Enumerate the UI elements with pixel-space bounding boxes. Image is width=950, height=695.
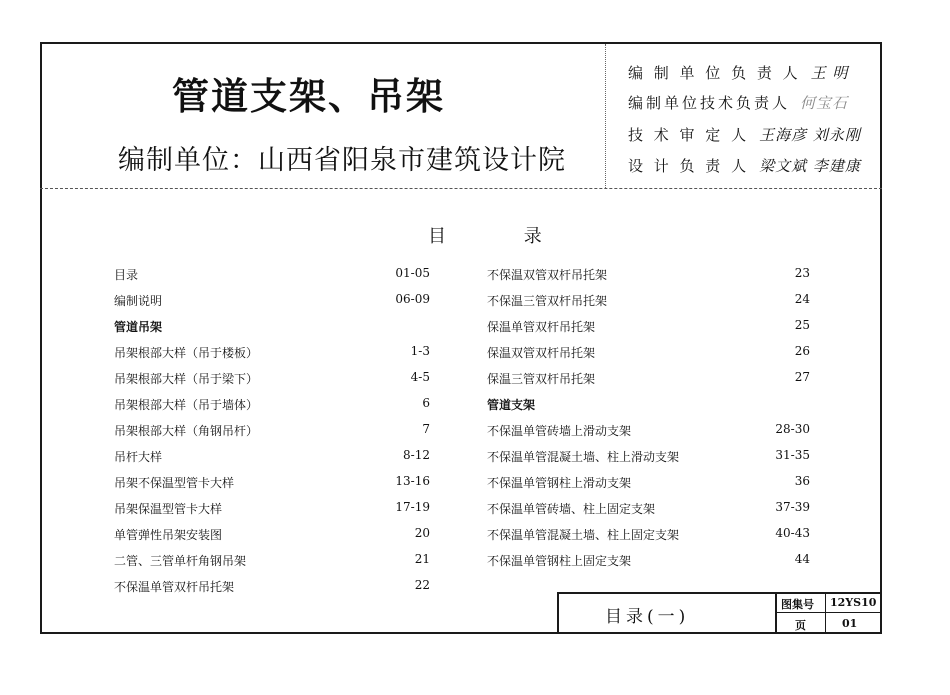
- toc-entry-pages: 13-16: [395, 474, 430, 488]
- title-block-divider: [825, 592, 826, 634]
- atlas-label: 图集号: [781, 598, 814, 611]
- toc-entry-label: 吊杆大样: [114, 450, 163, 464]
- signature: 王 明: [810, 64, 849, 82]
- toc-entry-pages: 01-05: [395, 266, 430, 280]
- toc-entry-label: 吊架根部大样（角钢吊杆）: [114, 424, 259, 438]
- toc-entry-label: 不保温单管混凝土墙、柱上固定支架: [487, 528, 680, 542]
- toc-entry-pages: 06-09: [395, 292, 430, 306]
- responsibility-row: [628, 92, 848, 113]
- toc-entry-label: 二管、三管单杆角钢吊架: [114, 554, 247, 568]
- toc-entry-label: 目录: [114, 268, 139, 282]
- toc-entry-pages: 26: [794, 344, 810, 358]
- toc-entry-label: 吊架根部大样（吊于梁下）: [114, 372, 259, 386]
- toc-heading: 目 录: [428, 226, 578, 247]
- responsibility-row: [628, 155, 861, 176]
- toc-entry-label: 保温双管双杆吊托架: [487, 346, 596, 360]
- toc-entry-pages: 1-3: [410, 344, 430, 358]
- atlas-number: 12YS10: [830, 596, 877, 609]
- atlas-title: 管道支架、吊架: [172, 75, 445, 118]
- toc-entry-label: 吊架保温型管卡大样: [114, 502, 223, 516]
- toc-entry-pages: 6: [422, 396, 430, 410]
- toc-entry-pages: 24: [794, 292, 810, 306]
- responsibility-row: [628, 62, 848, 83]
- compiling-unit: 编制单位：山西省阳泉市建筑设计院: [118, 145, 566, 176]
- toc-entry-pages: 21: [414, 552, 430, 566]
- toc-entry-pages: 37-39: [775, 500, 810, 514]
- responsibility-row: [628, 124, 861, 145]
- toc-entry-label: 保温单管双杆吊托架: [487, 320, 596, 334]
- toc-entry-label: 保温三管双杆吊托架: [487, 372, 596, 386]
- toc-entry-pages: 40-43: [775, 526, 810, 540]
- header-divider: [40, 188, 882, 189]
- title-block-divider: [775, 592, 777, 634]
- toc-entry-label: 吊架不保温型管卡大样: [114, 476, 235, 490]
- page-label: 页: [795, 619, 806, 632]
- toc-entry-pages: 36: [794, 474, 810, 488]
- toc-entry-label: 不保温三管双杆吊托架: [487, 294, 608, 308]
- toc-entry-label: 不保温单管钢柱上滑动支架: [487, 476, 632, 490]
- toc-entry-pages: 7: [422, 422, 430, 436]
- toc-entry-pages: 28-30: [775, 422, 810, 436]
- toc-entry-label: 吊架根部大样（吊于楼板）: [114, 346, 259, 360]
- toc-entry-label: 不保温单管钢柱上固定支架: [487, 554, 632, 568]
- toc-entry-pages: 17-19: [395, 500, 430, 514]
- toc-entry-label: 单管弹性吊架安装图: [114, 528, 223, 542]
- toc-entry-label: 管道支架: [487, 398, 536, 412]
- toc-entry-pages: 22: [414, 578, 430, 592]
- signature: 王海彦 刘永刚: [759, 126, 861, 144]
- toc-entry-label: 不保温单管砖墙、柱上固定支架: [487, 502, 656, 516]
- header-vertical-divider: [605, 44, 606, 188]
- toc-entry-pages: 31-35: [775, 448, 810, 462]
- toc-entry-pages: 20: [414, 526, 430, 540]
- sheet-name: 目录(一): [605, 607, 690, 627]
- toc-entry-pages: 23: [794, 266, 810, 280]
- toc-entry-label: 不保温单管混凝土墙、柱上滑动支架: [487, 450, 680, 464]
- toc-entry-pages: 8-12: [403, 448, 430, 462]
- toc-entry-label: 不保温单管砖墙上滑动支架: [487, 424, 632, 438]
- title-block-divider: [775, 612, 882, 613]
- toc-entry-label: 管道吊架: [114, 320, 163, 334]
- signature: 何宝石: [800, 94, 849, 112]
- toc-entry-label: 编制说明: [114, 294, 163, 308]
- responsibility-role: 编 制 单 位 负 责 人: [628, 64, 801, 82]
- toc-entry-pages: 4-5: [410, 370, 430, 384]
- responsibility-role: 技 术 审 定 人: [628, 126, 750, 144]
- toc-entry-pages: 25: [794, 318, 810, 332]
- toc-entry-label: 不保温双管双杆吊托架: [487, 268, 608, 282]
- toc-entry-label: 不保温单管双杆吊托架: [114, 580, 235, 594]
- toc-entry-label: 吊架根部大样（吊于墙体）: [114, 398, 259, 412]
- responsibility-role: 编制单位技术负责人: [628, 94, 791, 112]
- responsibility-role: 设 计 负 责 人: [628, 157, 750, 175]
- page-number: 01: [842, 617, 858, 630]
- toc-entry-pages: 44: [794, 552, 810, 566]
- signature: 梁文斌 李建康: [759, 157, 861, 175]
- toc-entry-pages: 27: [794, 370, 810, 384]
